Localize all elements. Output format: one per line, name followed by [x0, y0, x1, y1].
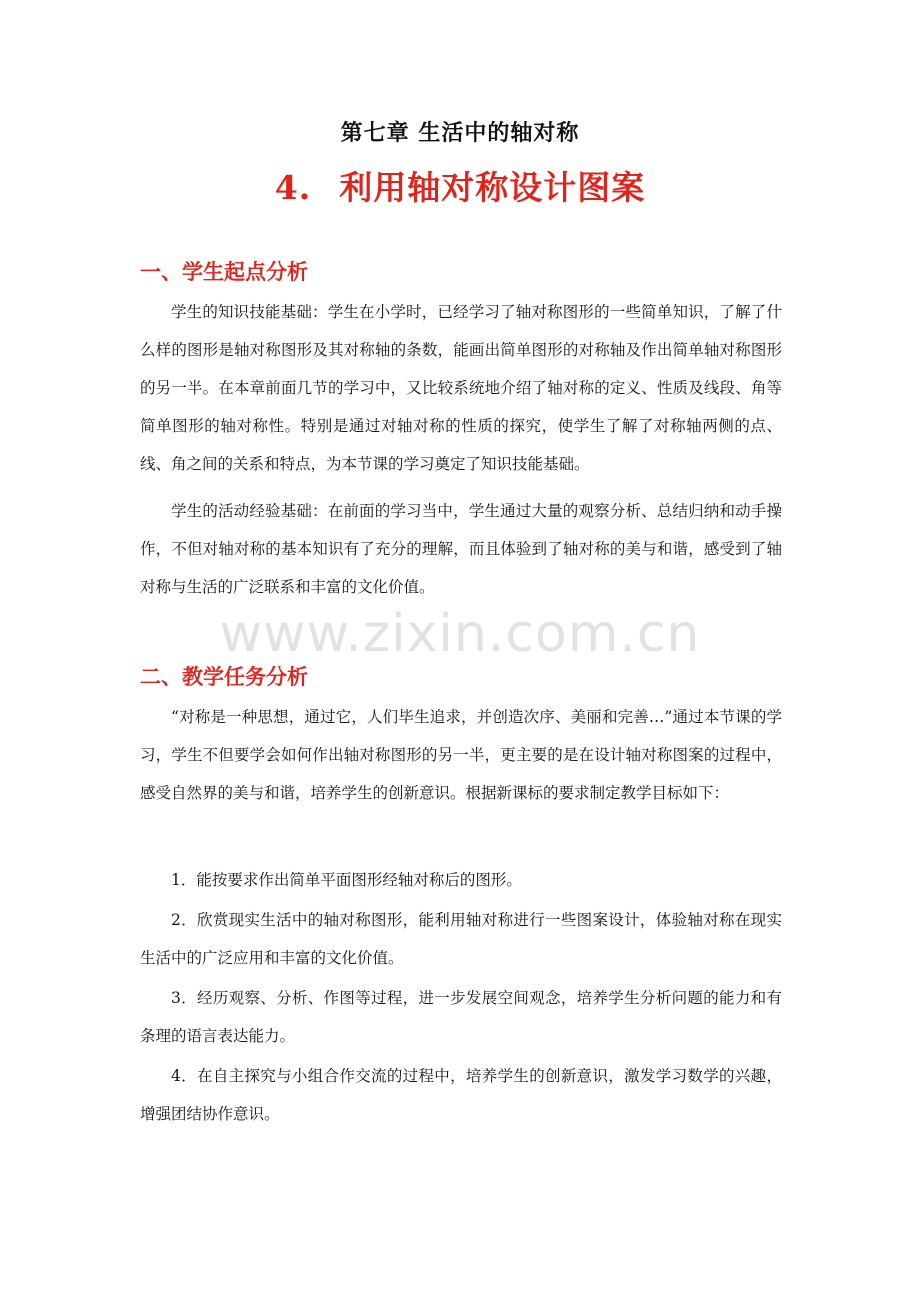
section-heading-student-analysis: 一、学生起点分析 [140, 260, 308, 284]
lesson-title [0, 162, 920, 209]
goal-item: 2．欣赏现实生活中的轴对称图形，能利用轴对称进行一些图案设计，体验轴对称在现实生活中的广泛应用和丰富的文化价值。 [140, 911, 782, 967]
paragraph-knowledge-basis [140, 293, 782, 483]
watermark: www.zixin.com.cn [219, 604, 701, 664]
paragraph-task-intro: “对称是一种思想，通过它，人们毕生追求，并创造次序、美丽和完善…”通过本节课的学习，学生不但要学会如何作出轴对称图形的另一半，更主要的是在设计轴对称图案的过程中，感受自然界的美与和谐，培养学生的创新意识。根据新课标的要求制定教学目标如下： [140, 708, 782, 802]
paragraph-activity-basis [140, 492, 782, 606]
paragraph-lead: 学生的活动经验基础： [171, 502, 328, 520]
goal-item: 1．能按要求作出简单平面图形经轴对称后的图形。 [171, 871, 522, 889]
paragraph-body: 学生在小学时，已经学习了轴对称图形的一些简单知识，了解了什么样的图形是轴对称图形及其对称轴的条数，能画出简单图形的对称轴及作出简单轴对称图形的另一半。在本章前面几节的学习中，又比较系统地介绍了轴对称的定义、性质及线段、角等简单图形的轴对称性。特别是通过对轴对称的性质的探究，使学生了解了对称轴两侧的点、线、角之间的关系和特点，为本节课的学习奠定了知识技能基础。 [140, 303, 782, 473]
goal-item: 4．在自主探究与小组合作交流的过程中，培养学生的创新意识，激发学习数学的兴趣，增强团结协作意识。 [140, 1067, 782, 1123]
chapter-title: 第七章 生活中的轴对称 [340, 120, 580, 146]
paragraph-body: 在前面的学习当中，学生通过大量的观察分析、总结归纳和动手操作，不但对轴对称的基本知识有了充分的理解，而且体验到了轴对称的美与和谐，感受到了轴对称与生活的广泛联系和丰富的文化价值。 [140, 502, 782, 596]
paragraph-lead: 学生的知识技能基础： [171, 303, 328, 321]
section-heading-task-analysis: 二、教学任务分析 [140, 665, 308, 689]
goal-item: 3．经历观察、分析、作图等过程，进一步发展空间观念，培养学生分析问题的能力和有条理的语言表达能力。 [140, 989, 782, 1045]
lesson-title-text: 利用轴对称设计图案 [339, 168, 646, 207]
lesson-number: 4. [274, 168, 312, 207]
